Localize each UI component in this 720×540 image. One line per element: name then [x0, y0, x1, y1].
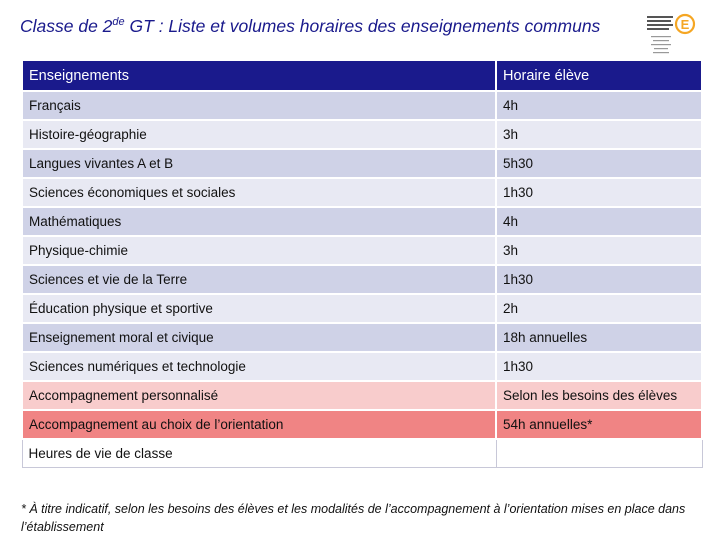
- title-superscript: de: [112, 16, 125, 29]
- courses-table: [21, 59, 703, 468]
- footnote: * À titre indicatif, selon les besoins des élèves et les modalités de l’accompagnement à l’orientation mises en place dans l’établissement: [21, 502, 686, 534]
- table-row: [22, 352, 702, 381]
- course-name: Éducation physique et sportive: [22, 294, 496, 323]
- course-hours: Selon les besoins des élèves: [496, 381, 702, 410]
- ministere-education-logo: [645, 12, 703, 60]
- course-hours: 5h30: [496, 149, 702, 178]
- course-name: Accompagnement au choix de l’orientation: [22, 410, 496, 439]
- header-horaire: Horaire élève: [496, 60, 702, 91]
- course-hours: 3h: [496, 120, 702, 149]
- logo-icon: [645, 12, 703, 60]
- course-hours: 2h: [496, 294, 702, 323]
- course-hours: 1h30: [496, 352, 702, 381]
- svg-text:E: E: [680, 17, 690, 32]
- table-row: [22, 236, 702, 265]
- table-row: [22, 91, 702, 120]
- header-enseignements: Enseignements: [22, 60, 496, 91]
- course-hours: [496, 439, 702, 468]
- table-row: [22, 207, 702, 236]
- table-row: [22, 149, 702, 178]
- table-row: [22, 381, 702, 410]
- table-row: [22, 178, 702, 207]
- course-name: Enseignement moral et civique: [22, 323, 496, 352]
- course-name: Sciences et vie de la Terre: [22, 265, 496, 294]
- course-hours: 1h30: [496, 178, 702, 207]
- course-name: Langues vivantes A et B: [22, 149, 496, 178]
- table-row: [22, 120, 702, 149]
- course-name: Sciences économiques et sociales: [22, 178, 496, 207]
- table-row: [22, 439, 702, 468]
- title-suffix: GT : Liste et volumes horaires des enseignements communs: [124, 16, 601, 36]
- table-header-row: [22, 60, 702, 91]
- course-hours: 1h30: [496, 265, 702, 294]
- course-hours: 3h: [496, 236, 702, 265]
- page-title: [20, 16, 640, 37]
- course-name: Heures de vie de classe: [22, 439, 496, 468]
- table-row: [22, 265, 702, 294]
- course-name: Sciences numériques et technologie: [22, 352, 496, 381]
- course-hours: 54h annuelles*: [496, 410, 702, 439]
- table-row: [22, 323, 702, 352]
- course-name: Français: [22, 91, 496, 120]
- course-hours: 4h: [496, 91, 702, 120]
- course-name: Mathématiques: [22, 207, 496, 236]
- course-name: Accompagnement personnalisé: [22, 381, 496, 410]
- course-name: Histoire-géographie: [22, 120, 496, 149]
- course-hours: 18h annuelles: [496, 323, 702, 352]
- title-prefix: Classe de 2: [20, 16, 113, 36]
- table-row: [22, 294, 702, 323]
- course-hours: 4h: [496, 207, 702, 236]
- course-name: Physique-chimie: [22, 236, 496, 265]
- table-row: [22, 410, 702, 439]
